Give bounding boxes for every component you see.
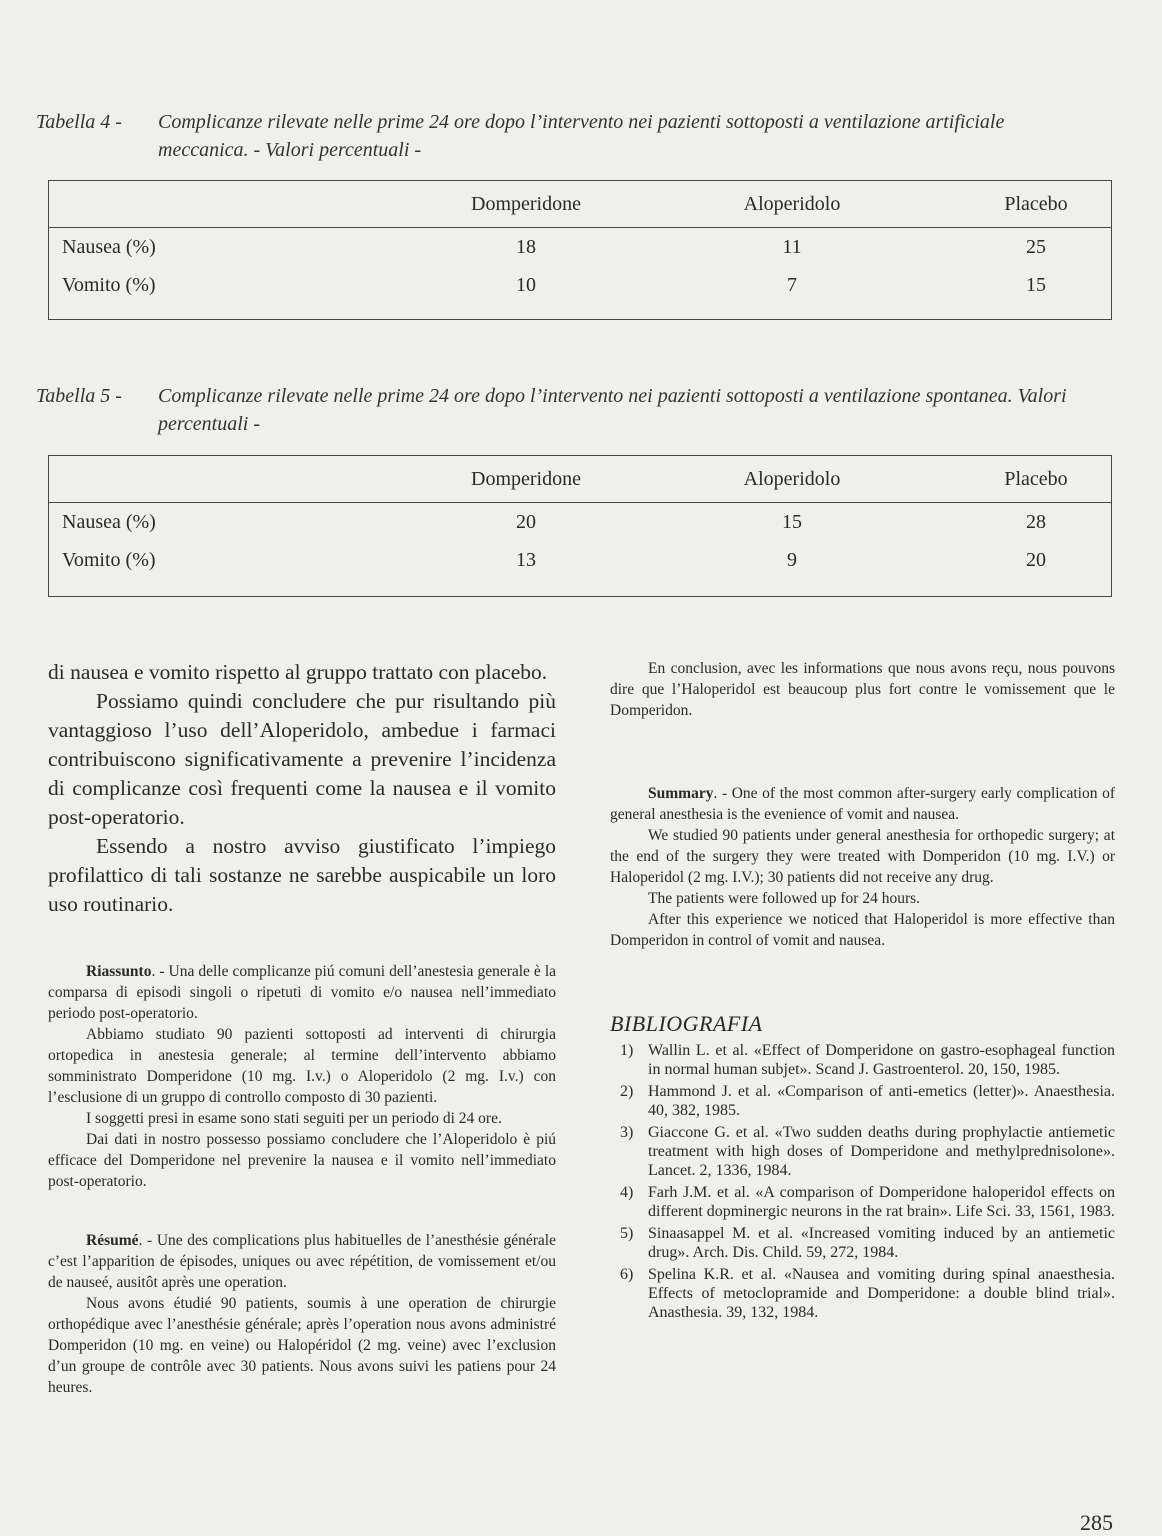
list-item: 1) Wallin L. et al. «Effect of Domperidone on gastro-esophageal function in normal human subjet». Scand J. Gastroenterol. 20, 150, 1985. [620, 1042, 1115, 1078]
table4-caption-text: Complicanze rilevate nelle prime 24 ore dopo l’intervento nei pazienti sottoposti a ventilazione artificiale meccanica. - Valori percentuali - [158, 111, 1005, 161]
riassunto-paragraph: Riassunto. - Una delle complicanze piú comuni dell’anestesia generale è la comparsa di episodi singoli o ripetuti di vomito e/o nausea nell’immediato periodo post-operatorio. [48, 963, 556, 1022]
riassunto [48, 961, 556, 1192]
resume-continued [610, 658, 1115, 721]
table-row [49, 541, 1111, 579]
list-item: 4) Farh J.M. et al. «A comparison of Domperidone haloperidol effects on different dopminergic neurons in the rat brain». Life Sci. 33, 1561, 1983. [620, 1184, 1115, 1220]
bibliography-list [610, 1041, 1115, 1322]
table-cell: 9 [787, 549, 797, 571]
riassunto-paragraph: Dai dati in nostro possesso possiamo concludere che l’Aloperidolo è piú efficace del Domperidone nel prevenire la nausea e il vomito nell’immediato post-operatorio. [48, 1131, 556, 1190]
table4-label: Tabella 4 - [36, 111, 122, 133]
table4-caption [36, 108, 1076, 168]
table5-caption-text: Complicanze rilevate nelle prime 24 ore dopo l’intervento nei pazienti sottoposti a ventilazione spontanea. Valori percentuali - [158, 385, 1067, 435]
list-item: 2) Hammond J. et al. «Comparison of anti-emetics (letter)». Anaesthesia. 40, 382, 1985. [620, 1083, 1115, 1119]
table-cell: 25 [1026, 236, 1046, 258]
summary-paragraph: After this experience we noticed that Haloperidol is more effective than Domperidon in control of vomit and nausea. [610, 911, 1115, 949]
bibliography [610, 1011, 1115, 1322]
bibliography-title: BIBLIOGRAFIA [610, 1011, 763, 1036]
summary-paragraph: We studied 90 patients under general anesthesia for orthopedic surgery; at the end of the surgery they were treated with Domperidon (10 mg. I.V.) or Haloperidol (2 mg. I.V.); 30 patients did not receive any drug. [610, 827, 1115, 886]
table4-col-domperidone: Domperidone [471, 193, 581, 215]
riassunto-paragraph: I soggetti presi in esame sono stati seguiti per un periodo di 24 ore. [86, 1110, 502, 1127]
summary-paragraph: The patients were followed up for 24 hours. [648, 890, 921, 907]
table4-row-label: Vomito (%) [62, 274, 156, 296]
table-cell: 7 [787, 274, 797, 296]
resume-paragraph: En conclusion, avec les informations que nous avons reçu, nous pouvons dire que l’Haloperidol est beaucoup plus fort contre le vomissement que le Domperidon. [610, 660, 1115, 719]
table-row [49, 503, 1111, 541]
table5-header [49, 456, 1111, 503]
resume-paragraph: Nous avons étudié 90 patients, soumis à une operation de chirurgie orthopédique avec l’anesthésie générale; après l’operation nous avons administré Domperidon (10 mg. en veine) ou Halopéridol (2 mg. veine) avec l’exclusion d’un groupe de contrôle avec 30 patients. Nous avons suivi les patiens pour 24 heures. [48, 1295, 556, 1396]
table-cell: 18 [516, 236, 536, 258]
right-column [610, 658, 1115, 1325]
riassunto-heading: Riassunto [86, 963, 152, 980]
table-cell: 28 [1026, 511, 1046, 533]
table5-col-aloperidolo: Aloperidolo [743, 468, 841, 490]
table5-label: Tabella 5 - [36, 385, 122, 407]
table-cell: 15 [1026, 274, 1046, 296]
table-cell: 10 [516, 274, 536, 296]
list-item: 6) Spelina K.R. et al. «Nausea and vomiting during spinal anaesthesia. Effects of metoclopramide and Domperidone: a double blind trial». Anasthesia. 39, 132, 1984. [620, 1266, 1115, 1321]
summary [610, 783, 1115, 951]
table4-row-label: Nausea (%) [62, 236, 156, 258]
table5-caption [36, 382, 1076, 442]
list-item: 3) Giaccone G. et al. «Two sudden deaths during prophylactie antiemetic treatment with high doses of Domperidone and methylprednisolone». Lancet. 2, 1336, 1984. [620, 1124, 1115, 1179]
summary-paragraph: Summary. - One of the most common after-surgery early complication of general anesthesia is the evenience of vomit and nausea. [610, 785, 1115, 823]
summary-heading: Summary [648, 785, 714, 802]
page-number: 285 [1080, 1510, 1113, 1535]
resume-paragraph: Résumé. - Une des complications plus habituelles de l’anesthésie générale c’est l’apparition de épisodes, uniques ou avec répétition, de vomissement et/ou de nauseé, ausitôt après une operation. [48, 1232, 556, 1291]
table4 [48, 180, 1112, 320]
table-cell: 20 [516, 511, 536, 533]
table4-col-aloperidolo: Aloperidolo [743, 193, 841, 215]
table5-col-placebo: Placebo [1004, 468, 1068, 490]
body-text [48, 658, 556, 919]
riassunto-paragraph: Abbiamo studiato 90 pazienti sottoposti ad interventi di chirurgia ortopedica in anestesia generale; al termine dell’intervento abbiamo somministrato Domperidone (10 mg. I.v.) o Aloperidolo (2 mg. I.v.) con l’esclusione di un gruppo di controllo composto di 30 pazienti. [48, 1026, 556, 1106]
table5-row-label: Nausea (%) [62, 511, 156, 533]
body-paragraph: Essendo a nostro avviso giustificato l’impiego profilattico di tali sostanze ne sarebbe auspicabile un loro uso routinario. [48, 834, 556, 916]
resume-heading: Résumé [86, 1232, 139, 1249]
table5 [48, 455, 1112, 597]
table5-row-label: Vomito (%) [62, 549, 156, 571]
table4-col-placebo: Placebo [1004, 193, 1068, 215]
left-column [48, 658, 556, 1398]
table-cell: 13 [516, 549, 536, 571]
resume [48, 1230, 556, 1398]
body-paragraph: Possiamo quindi concludere che pur risultando più vantaggioso l’uso dell’Aloperidolo, ambedue i farmaci contribuiscono significativamente a prevenire l’incidenza di complicanze così frequenti come la nausea e il vomito post-operatorio. [48, 689, 556, 829]
table-row [49, 266, 1111, 304]
list-item: 5) Sinaasappel M. et al. «Increased vomiting induced by an antiemetic drug». Arch. Dis. Child. 59, 272, 1984. [620, 1225, 1115, 1261]
table-row [49, 228, 1111, 266]
table-cell: 15 [782, 511, 802, 533]
table-cell: 20 [1026, 549, 1046, 571]
table5-col-domperidone: Domperidone [471, 468, 581, 490]
table-cell: 11 [782, 236, 802, 258]
body-paragraph: di nausea e vomito rispetto al gruppo trattato con placebo. [48, 660, 548, 684]
table4-header [49, 181, 1111, 228]
